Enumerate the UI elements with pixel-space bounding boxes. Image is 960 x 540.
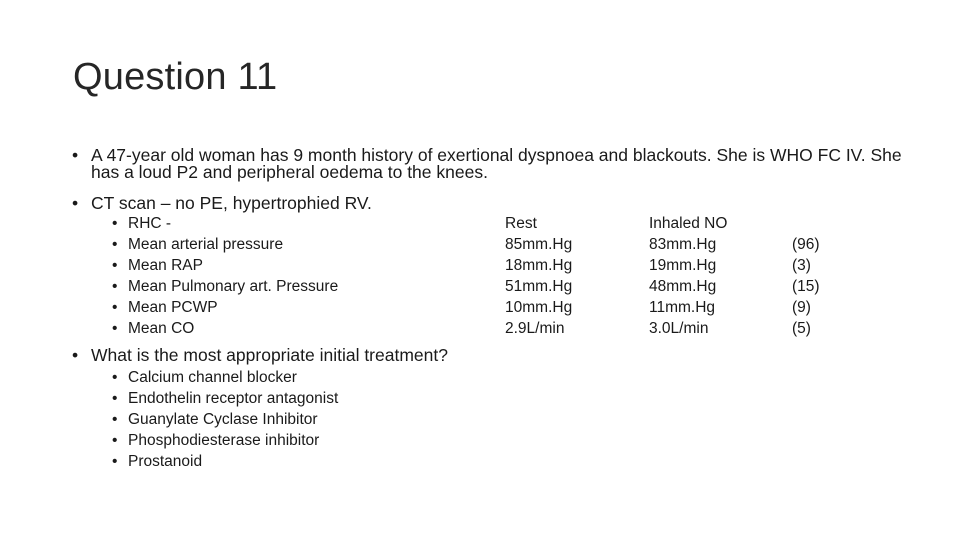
bullet-icon: • [112, 411, 118, 428]
bullet-icon: • [112, 453, 118, 470]
change-value: (3) [792, 257, 811, 274]
row-label: Mean PCWP [128, 299, 218, 316]
bullet-icon: • [72, 193, 79, 213]
bullet-icon: • [112, 278, 118, 295]
slide-title: Question 11 [73, 56, 278, 98]
rest-value: 2.9L/min [505, 320, 565, 337]
option-label: Calcium channel blocker [128, 369, 297, 386]
row-label: Mean Pulmonary art. Pressure [128, 278, 339, 295]
bullet-icon: • [112, 320, 118, 337]
option-label: Prostanoid [128, 453, 203, 470]
inhaled-no-value: 83mm.Hg [649, 236, 717, 253]
bullet-icon: • [112, 257, 118, 274]
row-label: Mean arterial pressure [128, 236, 284, 253]
bullet-icon: • [112, 215, 118, 232]
bullet-icon: • [112, 390, 118, 407]
col-header-rest: Rest [505, 215, 537, 232]
bullet-text: CT scan – no PE, hypertrophied RV. [91, 193, 372, 213]
inhaled-no-value: 11mm.Hg [649, 299, 716, 316]
row-label: Mean RAP [128, 257, 203, 274]
row-label: Mean CO [128, 320, 195, 337]
rest-value: 18mm.Hg [505, 257, 573, 274]
rhc-label: RHC - [128, 215, 172, 232]
rest-value: 85mm.Hg [505, 236, 573, 253]
bullet-text: A 47-year old woman has 9 month history of exertional dyspnoea and blackouts. She is WHO FC IV. She has a loud P2 and peripheral oedema to the knees. [91, 145, 902, 182]
inhaled-no-value: 3.0L/min [649, 320, 709, 337]
change-value: (5) [792, 320, 811, 337]
change-value: (9) [792, 299, 811, 316]
bullet-icon: • [112, 236, 118, 253]
option-label: Endothelin receptor antagonist [128, 390, 339, 407]
change-value: (15) [792, 278, 820, 295]
bullet-icon: • [112, 299, 118, 316]
question-text: What is the most appropriate initial treatment? [91, 345, 448, 365]
inhaled-no-value: 19mm.Hg [649, 257, 717, 274]
change-value: (96) [792, 236, 820, 253]
col-header-inhaled-no: Inhaled NO [649, 215, 728, 232]
option-label: Guanylate Cyclase Inhibitor [128, 411, 318, 428]
inhaled-no-value: 48mm.Hg [649, 278, 717, 295]
option-label: Phosphodiesterase inhibitor [128, 432, 320, 449]
bullet-icon: • [72, 345, 79, 365]
bullet-icon: • [112, 432, 118, 449]
bullet-icon: • [112, 369, 118, 386]
rest-value: 10mm.Hg [505, 299, 573, 316]
bullet-icon: • [72, 145, 79, 165]
rest-value: 51mm.Hg [505, 278, 573, 295]
